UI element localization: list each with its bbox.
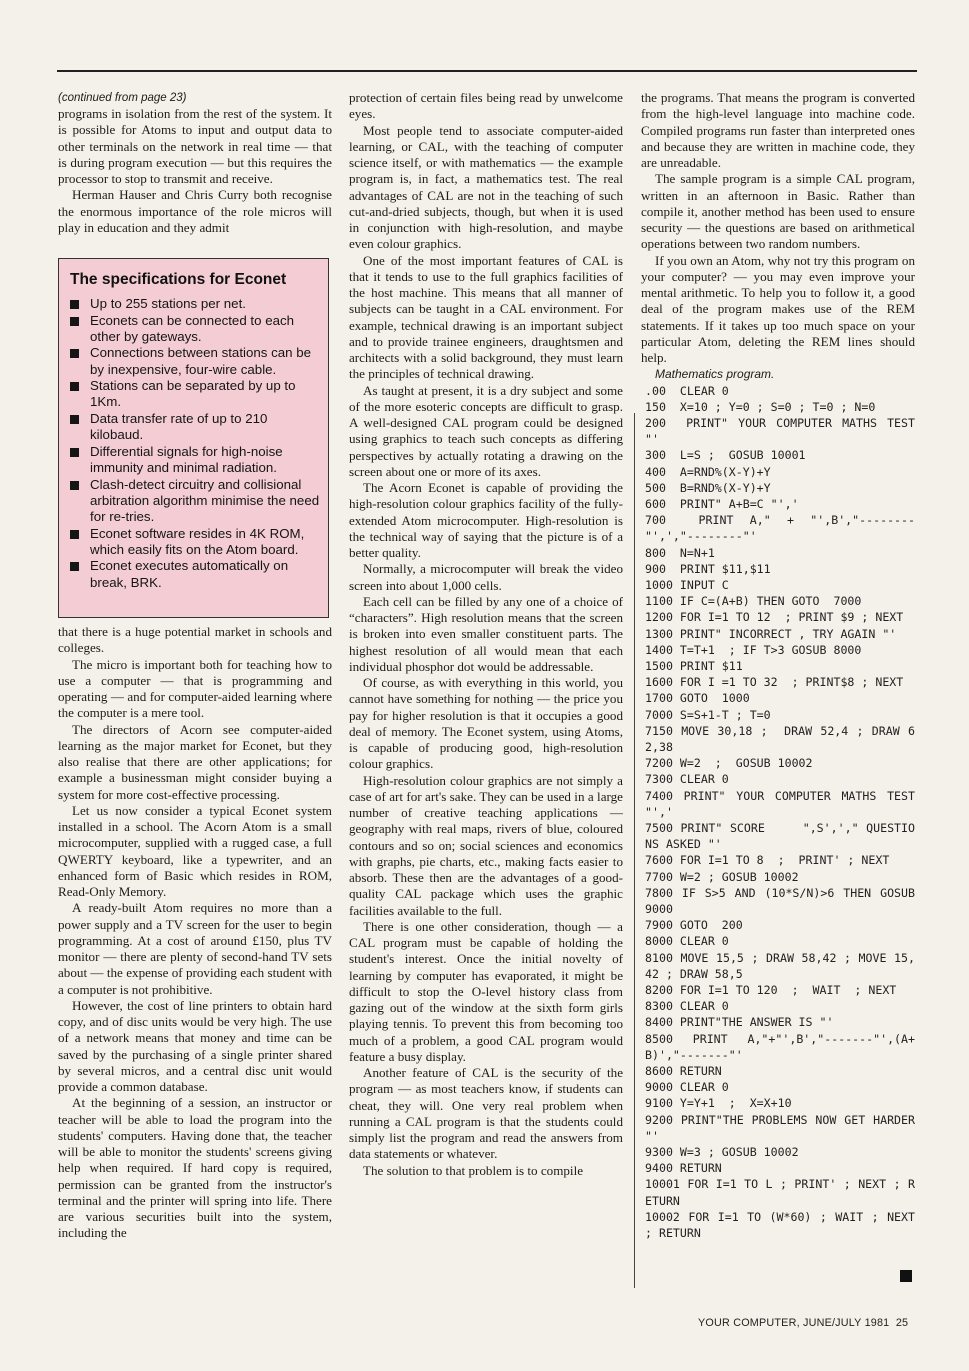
code-line: 7800 IF S>5 AND (10*S/N)>6 THEN GOSUB 9000 xyxy=(645,885,929,916)
program-caption: Mathematics program. xyxy=(655,367,775,382)
paragraph: There is one other consideration, though — a CAL program must be capable of holding the student's interest. Once the initial novelty of learning by computer has evaporated, it might be difficult to stop the O-level history class from gazing out of the window at the sixth form girls playing tennis. To prevent this from becoming too much of a problem, a good CAL program would feature a busy display. xyxy=(349,918,623,1064)
code-line: 150 X=10 ; Y=0 ; S=0 ; T=0 ; N=0 xyxy=(645,399,876,414)
code-line: 8200 FOR I=1 TO 120 ; WAIT ; NEXT xyxy=(645,983,897,998)
page-footer xyxy=(698,1317,908,1329)
code-line: 7200 W=2 ; GOSUB 10002 xyxy=(645,756,813,771)
paragraph: One of the most important features of CAL is that it tends to use to the full graphics facilities of the host machine. This means that all manner of subjects can be taught in a CAL environment. For example, technical drawing is an important subject and to provide trainee engineers, draughtsmen and architects with a solid background, they must learn the principles of technical drawing. xyxy=(349,252,623,382)
page-number: 25 xyxy=(895,1317,909,1329)
code-line: 7300 CLEAR 0 xyxy=(645,772,729,787)
program-listing xyxy=(645,383,929,1242)
paragraph: Normally, a microcomputer will break the video screen into about 1,000 cells. xyxy=(349,561,623,593)
code-line: 1100 IF C=(A+B) THEN GOTO 7000 xyxy=(645,594,862,609)
paragraph: As taught at present, it is a dry subject and some of the more esoteric concepts are difficult to grasp. A well-designed CAL program could be designed using graphics to teach such concepts as differing perspectives by actually rotating a drawing on the screen about one or more of its axes. xyxy=(349,382,623,479)
spec-item: Clash-detect circuitry and collisional arbitration algorithm minimise the need for re-tries. xyxy=(70,477,320,526)
top-rule xyxy=(57,70,917,72)
code-line: 800 N=N+1 xyxy=(645,545,715,560)
paragraph: At the beginning of a session, an instructor or teacher will be able to load the program into the students' computers. Having done that, the teacher will be able to monitor the students' screens giving help when required. If hard copy is required, permission can be granted from the instructor's terminal and the printer will spring into life. There are various securities built into the system, including the xyxy=(58,1095,332,1241)
code-line: 8600 RETURN xyxy=(645,1064,722,1079)
column-2-text xyxy=(349,90,623,1179)
listing-rule xyxy=(634,413,635,1288)
code-line: 7150 MOVE 30,18 ; DRAW 52,4 ; DRAW 62,38 xyxy=(645,723,915,754)
code-line: 400 A=RND%(X-Y)+Y xyxy=(645,464,771,479)
paragraph: Let us now consider a typical Econet system installed in a school. The Acorn Atom is a small microcomputer, supplied with a rugged case, a full QWERTY keyboard, like a typewriter, and an enhanced form of Basic which resides in ROM, Read-Only Memory. xyxy=(58,802,332,899)
code-line: 10002 FOR I=1 TO (W*60) ; WAIT ; NEXT ; RETURN xyxy=(645,1209,922,1241)
paragraph: The directors of Acorn see computer-aided learning as the major market for Econet, but they also realise that there are other applications; for example a businessman might consider buying a system for more cost-effective processing. xyxy=(58,721,332,802)
specs-box xyxy=(58,258,329,618)
paragraph: the programs. That means the program is converted from the high-level language into machine code. Compiled programs run faster than interpreted ones and because they are written in machine code, they are unreadable. xyxy=(641,90,915,170)
code-line: 1500 PRINT $11 xyxy=(645,658,743,673)
continued-note: (continued from page 23) xyxy=(58,92,187,104)
column-1-text-bottom xyxy=(58,624,332,1242)
paragraph: Each cell can be filled by any one of a choice of “characters”. High resolution means that the screen is broken into even smaller constituent parts. The highest resolution of all would mean that each individual phosphor dot would be addressable. xyxy=(349,593,623,674)
column-3-text xyxy=(641,90,915,366)
column-3 xyxy=(641,90,929,1241)
paragraph: that there is a huge potential market in schools and colleges. xyxy=(58,624,332,656)
code-line: 8100 MOVE 15,5 ; DRAW 58,42 ; MOVE 15,42 ; DRAW 58,5 xyxy=(645,950,915,981)
paragraph: Herman Hauser and Chris Curry both recognise the enormous importance of the role micros will play in education and they admit xyxy=(58,187,332,235)
specs-box-title: The specifications for Econet xyxy=(70,271,287,288)
code-line: 9000 CLEAR 0 xyxy=(645,1080,729,1095)
paragraph: The micro is important both for teaching how to use a computer — that is programming and operating — and for computer-aided learning where the computer is a mere tool. xyxy=(58,656,332,721)
spec-item: Stations can be separated by up to 1Km. xyxy=(70,378,320,410)
code-line: 9200 PRINT"THE PROBLEMS NOW GET HARDER "' xyxy=(645,1112,922,1143)
specs-list xyxy=(70,296,320,591)
spec-item: Econets can be connected to each other by gateways. xyxy=(70,313,320,345)
spec-item: Up to 255 stations per net. xyxy=(70,296,320,312)
code-line: 7400 PRINT" YOUR COMPUTER MATHS TEST "',' xyxy=(645,788,922,819)
code-line: 1400 T=T+1 ; IF T>3 GOSUB 8000 xyxy=(645,642,862,657)
code-line: 8000 CLEAR 0 xyxy=(645,934,729,949)
paragraph: protection of certain files being read by unwelcome eyes. xyxy=(349,90,623,122)
code-line: 600 PRINT" A+B=C "',' xyxy=(645,496,799,511)
paragraph: programs in isolation from the rest of the system. It is possible for Atoms to input and output data to other terminals on the network in real time — that is during program execution — but this requires the processor to stop to transmit and receive. xyxy=(58,106,332,186)
paragraph: The Acorn Econet is capable of providing the high-resolution colour graphics facility of the fully-extended Atom microcomputer. High-resolution is the technical way of saying that the picture is of a better quality. xyxy=(349,480,623,560)
paragraph: However, the cost of line printers to obtain hard copy, and of disc units would be very high. The use of a network means that money and time can be saved by the purchasing of a single printer shared by several micros, and a central disc unit would provide a common database. xyxy=(58,997,332,1094)
code-line: 1300 PRINT" INCORRECT , TRY AGAIN "' xyxy=(645,626,897,641)
paragraph: High-resolution colour graphics are not simply a case of art for art's sake. They can be used in a large number of creative teaching applications — geography with real maps, rivers of blue, coloured contours and so on; social sciences and economics with graphs, pie charts, etc., making facts easier to absorb. These then are the advantages of a good-quality CAL package which uses the graphic facilities available to the full. xyxy=(349,772,623,918)
code-line: 7900 GOTO 200 xyxy=(645,918,743,933)
code-line: 7000 S=S+1-T ; T=0 xyxy=(645,707,771,722)
paragraph: Most people tend to associate computer-aided learning, or CAL, with the teaching of computer science itself, or with mathematics — the example program is, in fact, a mathematics test. The real advantages of CAL are not in the teaching of such cut-and-dried subjects, though, but when it is used in conjunction with high-resolution, and maybe even colour graphics. xyxy=(349,122,623,252)
paragraph: Of course, as with everything in this world, you cannot have something for nothing — the price you pay for higher resolution is that it occupies a good deal of memory. The Econet system, using Atoms, is capable of producing good, high-resolution colour graphics. xyxy=(349,675,623,772)
code-line: 300 L=S ; GOSUB 10001 xyxy=(645,448,806,463)
code-line: 1000 INPUT C xyxy=(645,577,729,592)
code-line: 7600 FOR I=1 TO 8 ; PRINT' ; NEXT xyxy=(645,853,890,868)
spec-item: Data transfer rate of up to 210 kilobaud. xyxy=(70,411,320,443)
code-line: 1200 FOR I=1 TO 12 ; PRINT $9 ; NEXT xyxy=(645,610,904,625)
paragraph: The solution to that problem is to compile xyxy=(363,1162,584,1178)
code-line: 1600 FOR I =1 TO 32 ; PRINT$8 ; NEXT xyxy=(645,675,904,690)
code-line: 10001 FOR I=1 TO L ; PRINT' ; NEXT ; RETURN xyxy=(645,1177,915,1208)
column-1-text-top xyxy=(58,106,332,236)
paragraph: A ready-built Atom requires no more than a power supply and a TV screen for the user to begin programming. At a cost of around £150, plus TV monitor — there are plenty of second-hand TV sets about — the expense of providing each student with a computer is not prohibitive. xyxy=(58,900,332,997)
code-line: .00 CLEAR 0 xyxy=(645,383,729,398)
code-line: 1700 GOTO 1000 xyxy=(645,691,750,706)
code-line: 500 B=RND%(X-Y)+Y xyxy=(645,480,771,495)
paragraph: If you own an Atom, why not try this program on your computer? — you may even improve your mental arithmetic. To help you to follow it, a good deal of the program makes use of the REM statements. If it takes up too much space on your particular Atom, deleting the REM lines should help. xyxy=(641,252,915,365)
spec-item: Connections between stations can be by inexpensive, four-wire cable. xyxy=(70,345,320,377)
code-line: 8400 PRINT"THE ANSWER IS "' xyxy=(645,1015,834,1030)
code-line: 200 PRINT" YOUR COMPUTER MATHS TEST "' xyxy=(645,415,922,447)
footer-publication: YOUR COMPUTER, JUNE/JULY 1981 xyxy=(698,1317,890,1329)
spec-item: Econet software resides in 4K ROM, which easily fits on the Atom board. xyxy=(70,526,320,558)
paragraph: The sample program is a simple CAL program, written in an afternoon in Basic. Rather than compile it, another method has been used to ensure security — the questions are based on arithmetical operations between two random numbers. xyxy=(641,171,915,252)
end-mark xyxy=(900,1270,912,1282)
paragraph: Another feature of CAL is the security of the program — as most teachers know, if students can cheat, they will. One very real problem when running a CAL program is that the students could simply list the program and read the answers from data statements or whatever. xyxy=(349,1065,623,1162)
spec-item: Differential signals for high-noise immunity and minimal radiation. xyxy=(70,444,320,476)
code-line: 9400 RETURN xyxy=(645,1161,722,1176)
code-line: 700 PRINT A," + "',B',"--------"',',"--------"' xyxy=(645,513,915,544)
code-line: 7700 W=2 ; GOSUB 10002 xyxy=(645,869,799,884)
code-line: 8500 PRINT A,"+"',B',"-------"',(A+B)',"-------"' xyxy=(645,1031,915,1062)
code-line: 7500 PRINT" SCORE ",S','," QUESTIONS ASKED "' xyxy=(645,820,915,852)
code-line: 900 PRINT $11,$11 xyxy=(645,561,771,576)
spec-item: Econet executes automatically on break, BRK. xyxy=(70,558,320,590)
code-line: 8300 CLEAR 0 xyxy=(645,999,729,1014)
code-line: 9100 Y=Y+1 ; X=X+10 xyxy=(645,1096,792,1111)
column-2 xyxy=(349,90,623,1179)
code-line: 9300 W=3 ; GOSUB 10002 xyxy=(645,1145,799,1160)
